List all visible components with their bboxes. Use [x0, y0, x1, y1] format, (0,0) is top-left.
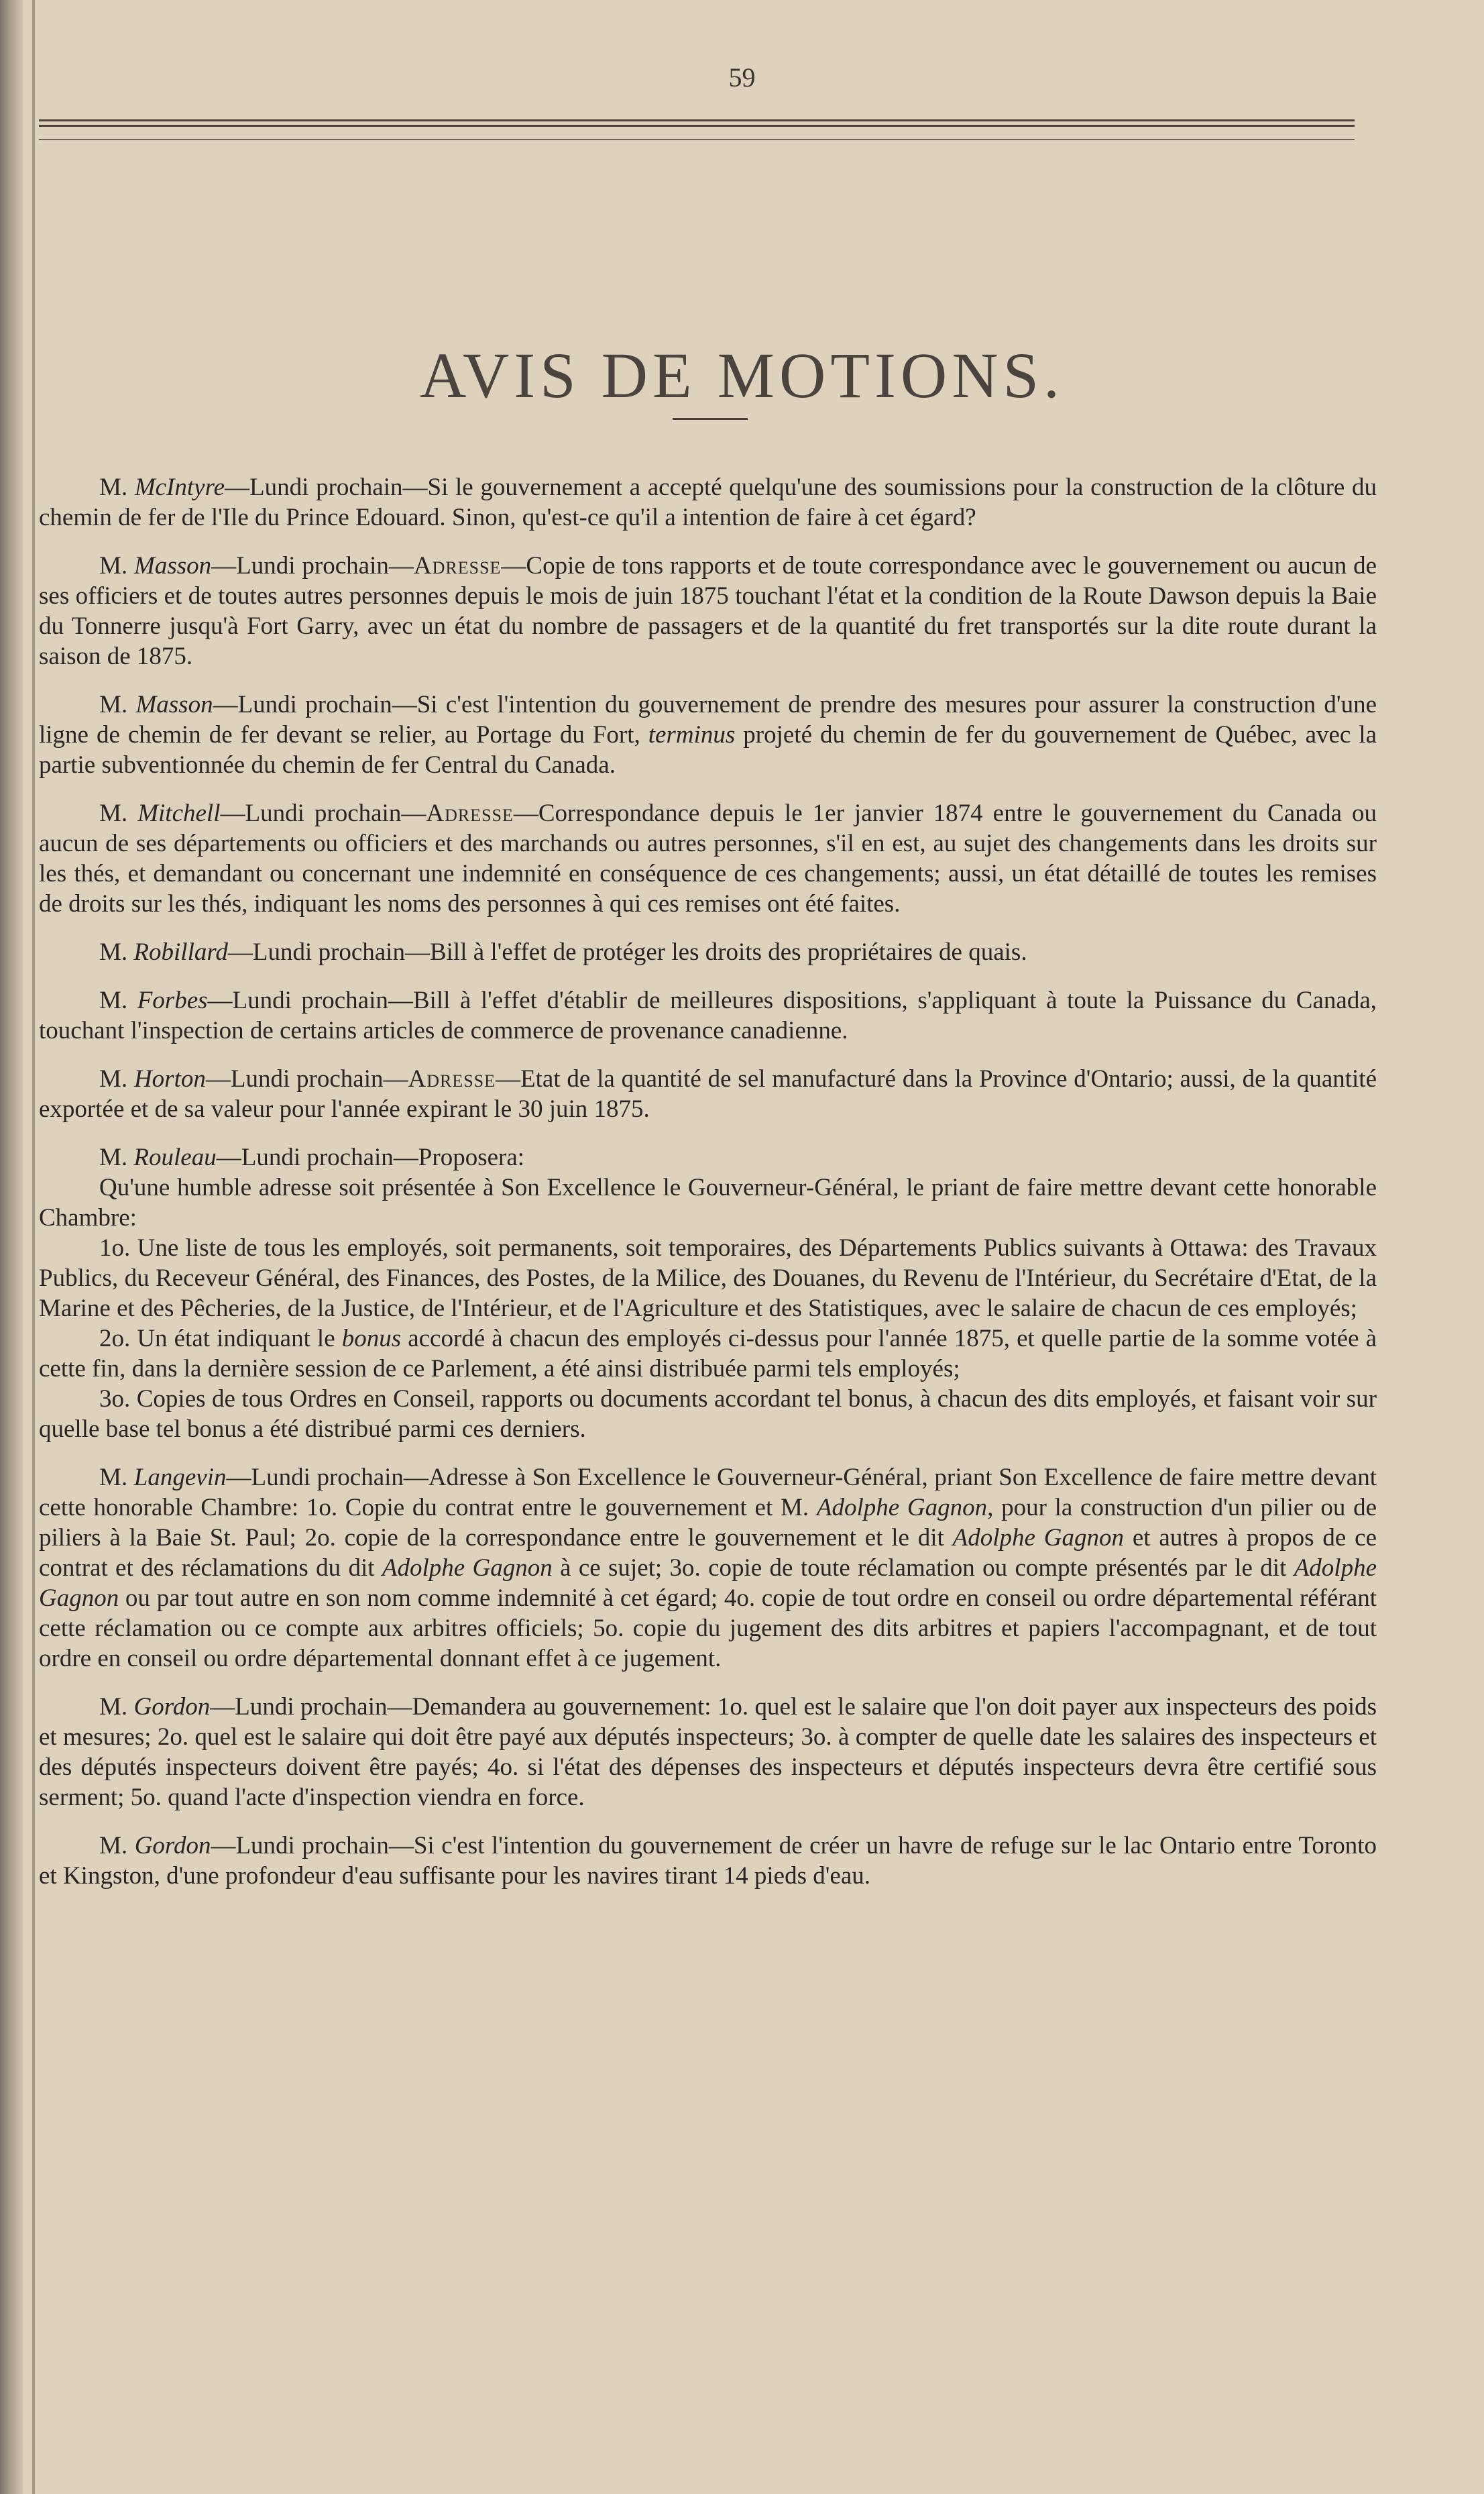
motion-text: —Etat de la quantité de sel manufacturé dans la Province d'Ontario; aussi, de la quantité exportée et de sa valeur pour l'année expirant le 30 juin 1875. — [39, 1065, 1377, 1123]
person-name: Adolphe Gagnon — [952, 1524, 1125, 1552]
motion-text: —Correspondance depuis le 1er janvier 1874 entre le gouvernement du Canada ou aucun de ses départements ou officiers et des marchands ou autres personnes, s'il en est, au sujet des changements dans les droits sur les thés, et demandant ou concernant une indemnité en conséquence de ces changements; aussi, un état détaillé de toutes les remises de droits sur les thés, indiquant les noms des personnes à qui ces remises ont été faites. — [39, 800, 1377, 918]
motion-text: projeté du chemin de fer du gouvernement de Québec, avec la partie subventionnée du chemin de fer Central du Canada. — [39, 721, 1377, 779]
honorific: M. — [99, 938, 128, 966]
motion-line: 3o. Copies de tous Ordres en Conseil, rapports ou documents accordant tel bonus, à chacun des dits employés, et faisant voir sur quelle base tel bonus a été distribué parmi ces derniers. — [39, 1385, 1377, 1443]
speaker-name: Forbes — [137, 987, 208, 1014]
motions-list — [39, 472, 1377, 1909]
motion-text: —Lundi prochain—Bill à l'effet de protéger les droits des propriétaires de quais. — [227, 938, 1027, 966]
motion-text: —Lundi prochain—Si c'est l'intention du gouvernement de prendre des mesures pour assurer la construction d'une ligne de chemin de fer devant se relier, au Portage du Fort, — [39, 691, 1377, 749]
honorific: M. — [99, 1144, 128, 1171]
motion-text: et autres à propos de ce contrat et des réclamations du dit — [39, 1524, 1377, 1582]
header-rule — [39, 139, 1355, 140]
motion-item — [39, 1692, 1377, 1812]
header-rule — [39, 125, 1355, 127]
speaker-name: Horton — [133, 1065, 206, 1093]
motion-item — [39, 798, 1377, 919]
motion-text: —Lundi prochain—Demandera au gouvernement: 1o. quel est le salaire que l'on doit payer aux inspecteurs des poids et mesures; 2o. quel est le salaire qui doit être payé aux députés inspecteurs; 3o. à compter de quelle date les salaires des inspecteurs et des députés inspecteurs doivent être payés; 4o. si l'état des dépenses des inspecteurs et députés inspecteurs devra être certifié sous serment; 5o. quand l'acte d'inspection viendra en force. — [39, 1693, 1377, 1811]
motion-item — [39, 985, 1377, 1046]
motion-text: accordé à chacun des employés ci-dessus pour l'année 1875, et quelle partie de la somme votée à cette fin, dans la dernière session de ce Parlement, a été ainsi distribuée parmi tels employés; — [39, 1325, 1377, 1382]
honorific: M. — [99, 552, 128, 580]
speaker-name: Gordon — [134, 1832, 211, 1859]
person-name: Adolphe Gagnon — [816, 1494, 988, 1521]
honorific: M. — [99, 474, 128, 501]
motion-text: —Copie de tons rapports et de toute correspondance avec le gouvernement ou aucun de ses officiers et de toutes autres personnes depuis le mois de juin 1875 touchant l'état et la condition de la Route Dawson depuis la Baie du Tonnerre jusqu'à Fort Garry, avec un état du nombre de passagers et de la quantité du fret transportés sur la dite route durant la saison de 1875. — [39, 552, 1377, 670]
motion-item — [39, 1462, 1377, 1674]
emphasis-text: terminus — [648, 721, 736, 749]
motion-item — [39, 937, 1377, 967]
motion-text: —Lundi prochain—Adresse à Son Excellence le Gouverneur-Général, priant Son Excellence de faire mettre devant cette honorable Chambre: 1o. Copie du contrat entre le gouvernement et M. — [39, 1464, 1377, 1521]
honorific: M. — [99, 987, 128, 1014]
motion-item — [39, 1831, 1377, 1891]
speaker-name: Masson — [135, 691, 213, 718]
honorific: M. — [99, 800, 128, 827]
speaker-name: Masson — [134, 552, 212, 580]
honorific: M. — [99, 1065, 128, 1093]
honorific: M. — [99, 1693, 128, 1721]
page-title: AVIS DE MOTIONS. — [420, 339, 1064, 412]
motion-prefix: —Lundi prochain— — [220, 800, 426, 827]
motion-text: —Lundi prochain—Bill à l'effet d'établir de meilleures dispositions, s'appliquant à toute la Puissance du Canada, touchant l'inspection de certains articles de commerce de provenance canadienne. — [39, 987, 1377, 1044]
motion-item — [39, 551, 1377, 671]
honorific: M. — [99, 1832, 128, 1859]
motion-text: —Lundi prochain—Si c'est l'intention du gouvernement de créer un havre de refuge sur le lac Ontario entre Toronto et Kingston, d'une profondeur d'eau suffisante pour les navires tirant 14 pieds d'eau. — [39, 1832, 1377, 1890]
motion-item — [39, 1142, 1377, 1444]
motion-prefix: —Lundi prochain— — [205, 1065, 408, 1093]
honorific: M. — [99, 1464, 128, 1491]
speaker-name: Langevin — [133, 1464, 227, 1491]
motion-keyword: Adresse — [408, 1065, 496, 1093]
motion-text: —Lundi prochain—Si le gouvernement a accepté quelqu'une des soumissions pour la construction de la clôture du chemin de fer de l'Ile du Prince Edouard. Sinon, qu'est-ce qu'il a intention de faire à cet égard? — [39, 474, 1377, 531]
motion-item — [39, 1064, 1377, 1124]
motion-line: 1o. Une liste de tous les employés, soit permanents, soit temporaires, des Départements Publics suivants à Ottawa: des Travaux Publics, du Receveur Général, des Finances, des Postes, de la Milice, des Douanes, du Revenu de l'Intérieur, du Secrétaire d'Etat, de la Marine et des Pêcheries, de la Justice, de l'Intérieur, et de l'Agriculture et des Statistiques, avec le salaire de chacun de ces employés; — [39, 1234, 1377, 1322]
motion-keyword: Adresse — [413, 552, 502, 580]
motion-line: Qu'une humble adresse soit présentée à Son Excellence le Gouverneur-Général, le priant de faire mettre devant cette honorable Chambre: — [39, 1174, 1377, 1232]
speaker-name: Mitchell — [137, 800, 221, 827]
motion-text: , pour la construction d'un pilier ou de piliers à la Baie St. Paul; 2o. copie de la correspondance entre le gouvernement et le dit — [39, 1494, 1377, 1552]
motion-text: ou par tout autre en son nom comme indemnité à cet égard; 4o. copie de tout ordre en conseil ou ordre départemental référant cette réclamation ou ce compte aux arbitres officiels; 5o. copie du jugement des dits arbitres et papiers l'accompagnant, et de tout ordre en conseil ou ordre départemental donnant effet à ce jugement. — [39, 1584, 1377, 1672]
motion-text: 2o. Un état indiquant le — [99, 1325, 335, 1352]
emphasis-text: bonus — [341, 1325, 402, 1352]
motion-text: —Lundi prochain—Proposera: — [216, 1144, 525, 1171]
motion-text: à ce sujet; 3o. copie de toute réclamation ou compte présentés par le dit — [560, 1554, 1287, 1582]
speaker-name: Rouleau — [133, 1144, 217, 1171]
motion-line — [39, 1323, 1377, 1384]
person-name: Adolphe Gagnon — [382, 1554, 553, 1582]
motion-keyword: Adresse — [426, 800, 514, 827]
motion-prefix: —Lundi prochain— — [211, 552, 414, 580]
title-rule — [673, 418, 748, 420]
motion-item — [39, 690, 1377, 780]
speaker-name: Gordon — [133, 1693, 211, 1721]
speaker-name: McIntyre — [134, 474, 225, 501]
motion-item — [39, 472, 1377, 533]
page-number: 59 — [728, 62, 756, 93]
person-name: Adolphe Gagnon — [39, 1554, 1377, 1612]
header-rule — [39, 119, 1355, 121]
speaker-name: Robillard — [133, 938, 228, 966]
honorific: M. — [99, 691, 128, 718]
